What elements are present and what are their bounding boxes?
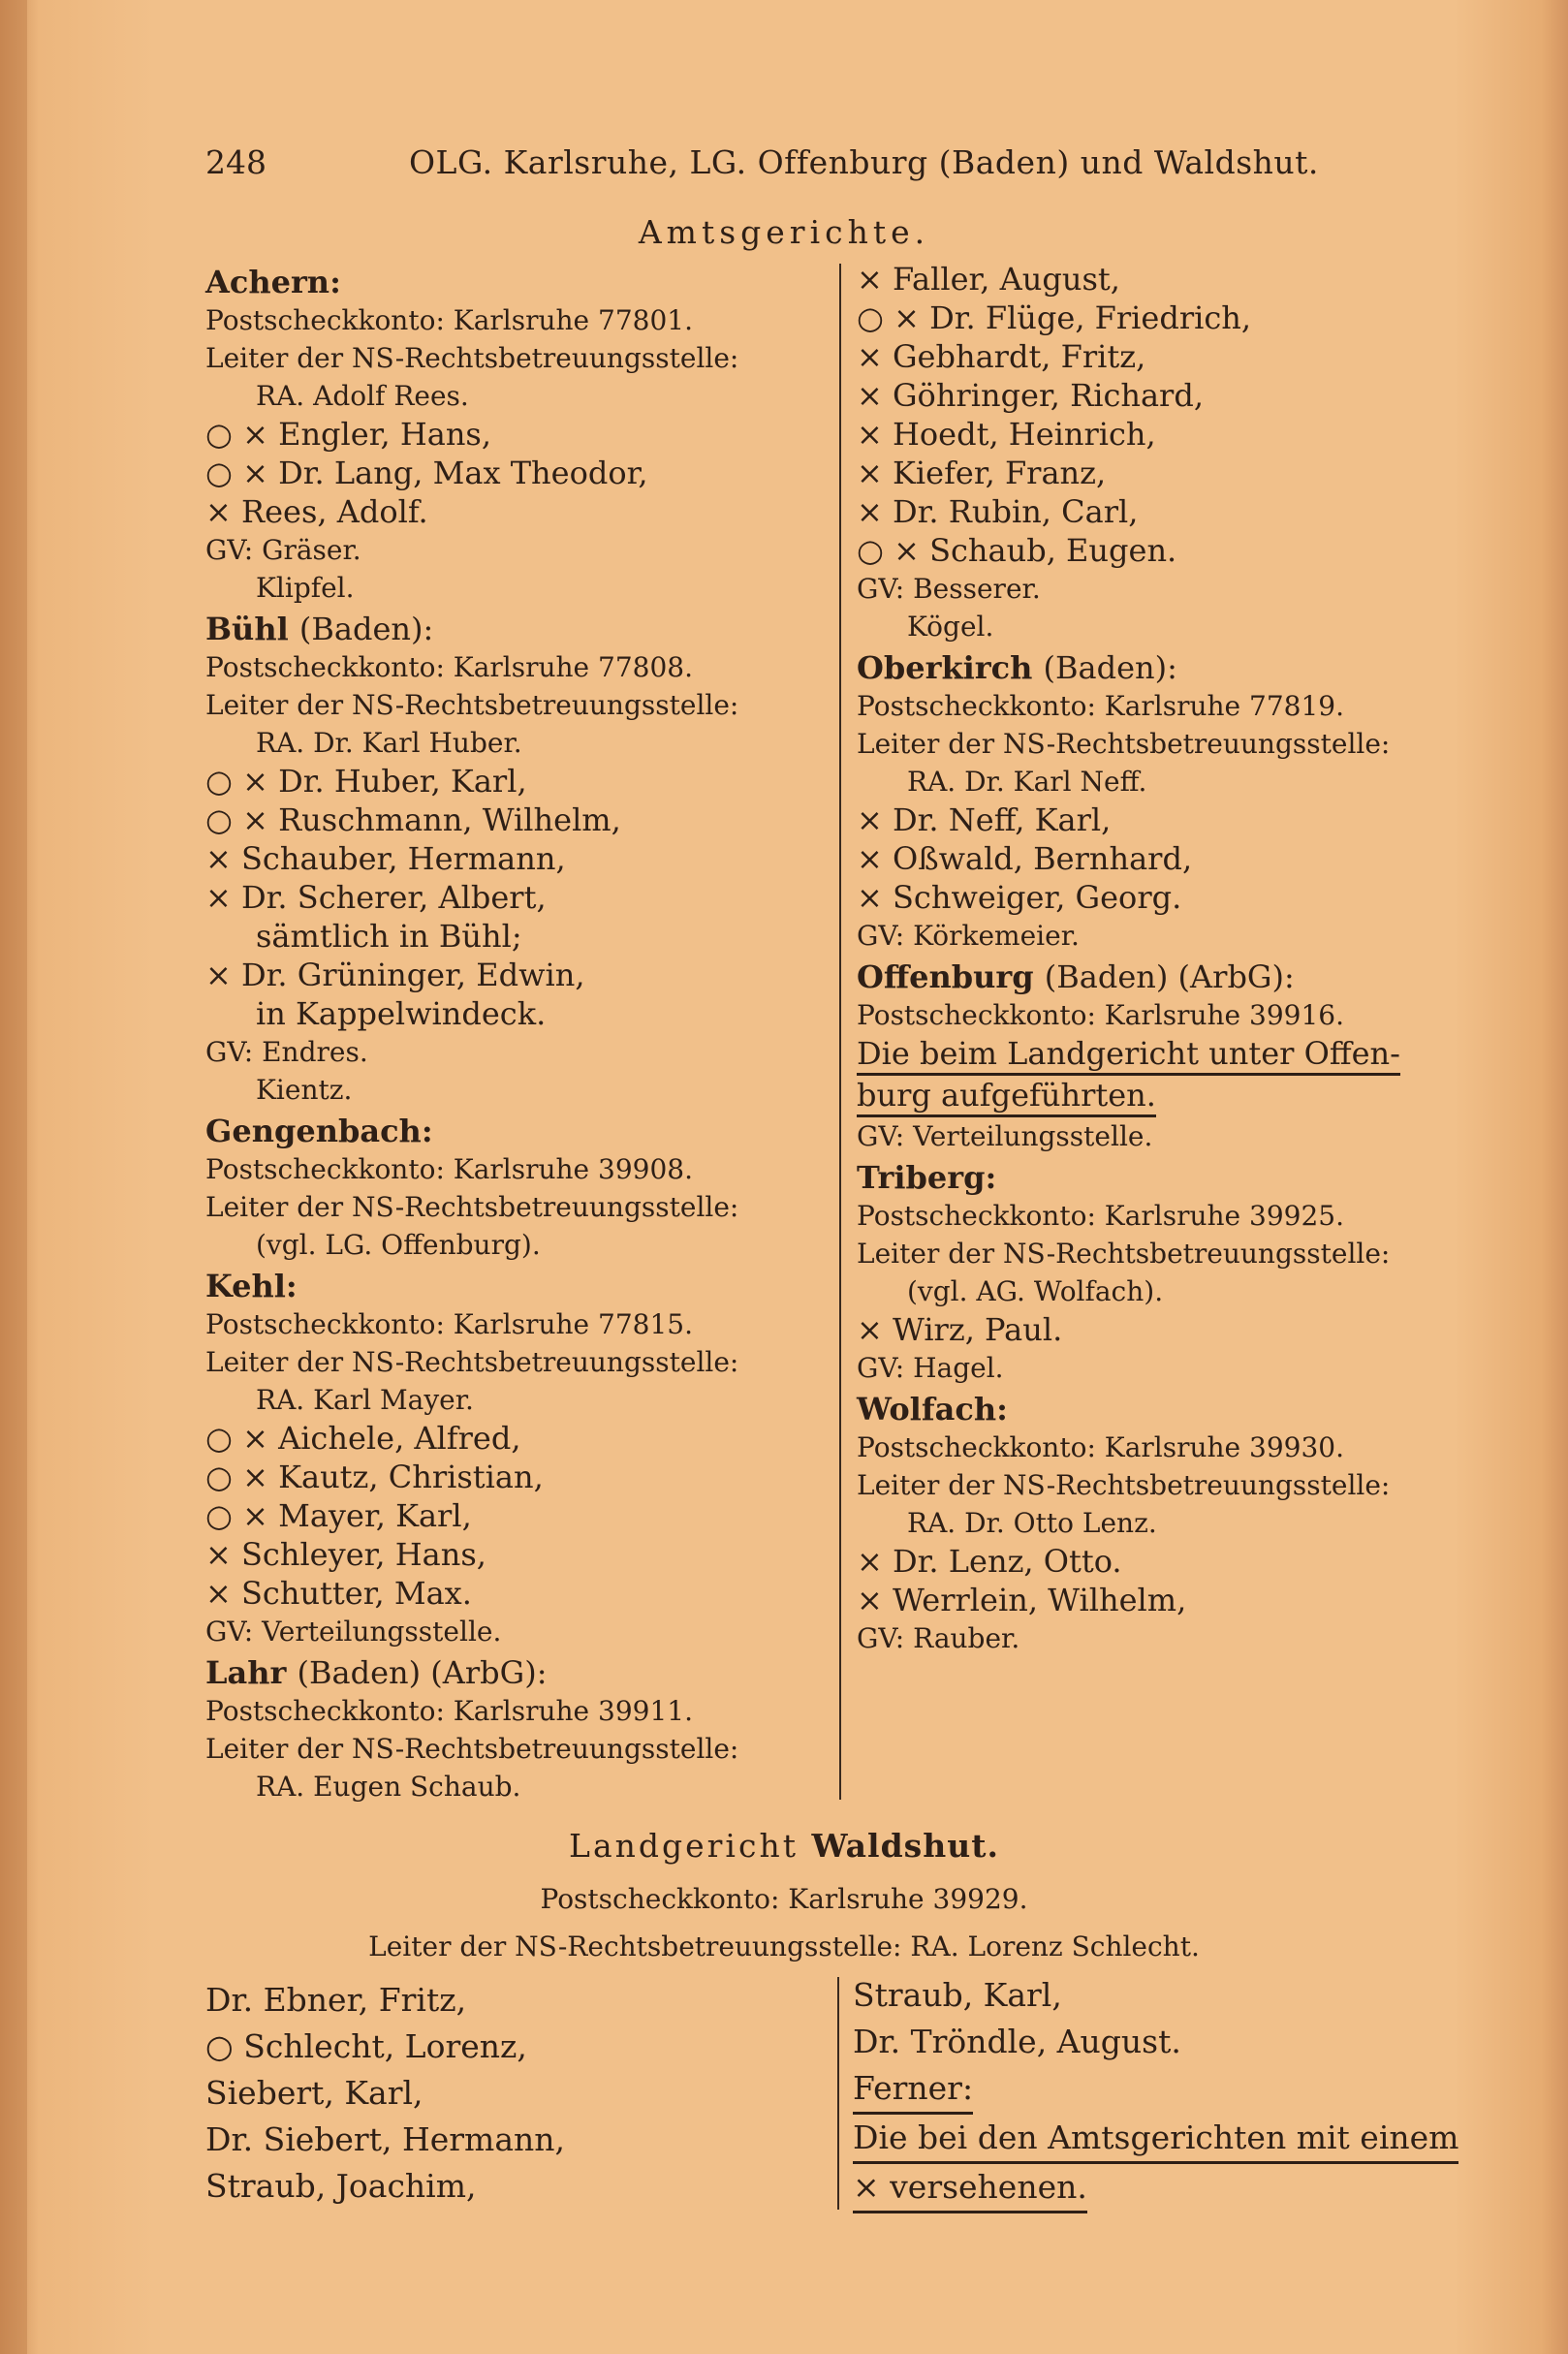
landgericht-prefix: Landgericht xyxy=(569,1827,799,1865)
postscheck-line: Postscheckkonto: Karlsruhe 39930. xyxy=(857,1431,1345,1463)
leiter-name: RA. Karl Mayer. xyxy=(256,1384,474,1416)
member-entry: ○ × Mayer, Karl, xyxy=(205,1497,472,1534)
ferner-label: Ferner: xyxy=(853,2065,973,2115)
member-entry: ○ × Engler, Hans, xyxy=(205,416,492,453)
gv-extra: Kientz. xyxy=(256,1074,353,1106)
member-entry: × Oßwald, Bernhard, xyxy=(857,840,1193,877)
column-divider xyxy=(837,1977,839,2210)
leiter-name: RA. Adolf Rees. xyxy=(256,380,469,412)
leiter-name: RA. Dr. Karl Neff. xyxy=(907,766,1147,798)
landgericht-name: Waldshut. xyxy=(811,1827,999,1865)
court-name-suffix: (Baden): xyxy=(1043,649,1177,686)
right-column xyxy=(857,260,1496,1657)
gv-line: GV: Körkemeier. xyxy=(857,920,1080,952)
leiter-line: Leiter der NS-Rechtsbetreuungsstelle: xyxy=(205,1191,739,1223)
member-entry: × Dr. Grüninger, Edwin, xyxy=(205,957,585,993)
member-entry: × Schauber, Hermann, xyxy=(205,840,566,877)
court-name: Triberg: xyxy=(857,1159,997,1196)
gv-line: GV: Gräser. xyxy=(205,534,361,566)
leiter-line: Leiter der NS-Rechtsbetreuungsstelle: xyxy=(205,1346,739,1378)
member-entry: ○ × Dr. Flüge, Friedrich, xyxy=(857,299,1252,336)
column-divider xyxy=(839,264,841,1800)
postscheck-line: Postscheckkonto: Karlsruhe 39908. xyxy=(205,1153,694,1185)
landgericht-right-list xyxy=(853,1972,1492,2213)
postscheck-line: Postscheckkonto: Karlsruhe 77819. xyxy=(857,690,1345,722)
page-edge-shadow xyxy=(0,0,27,2354)
member-entry: × Gebhardt, Fritz, xyxy=(857,338,1146,375)
postscheck-line: Postscheckkonto: Karlsruhe 39929. xyxy=(540,1883,1028,1915)
court-lahr-continued xyxy=(857,260,1496,645)
handwritten-note: burg aufgeführten. xyxy=(857,1076,1156,1117)
leiter-line: Leiter der NS-Rechtsbetreuungsstelle: xyxy=(205,342,739,374)
member-note: sämtlich in Bühl; xyxy=(256,918,522,955)
handwritten-note: Die bei den Amtsgerichten mit einem xyxy=(853,2115,1458,2164)
member-entry: ○ × Dr. Huber, Karl, xyxy=(205,763,527,800)
postscheck-line: Postscheckkonto: Karlsruhe 77815. xyxy=(205,1308,694,1340)
member-entry: × Dr. Neff, Karl, xyxy=(857,801,1112,838)
gv-line: GV: Verteilungsstelle. xyxy=(857,1120,1153,1152)
member-entry: × Kiefer, Franz, xyxy=(857,455,1107,491)
court-achern xyxy=(205,264,835,607)
member-entry: × Faller, August, xyxy=(857,261,1120,298)
member-entry: Straub, Joachim, xyxy=(205,2167,477,2205)
running-title: OLG. Karlsruhe, LG. Offenburg (Baden) und Waldshut. xyxy=(409,143,1319,181)
court-offenburg xyxy=(857,958,1496,1155)
court-gengenbach xyxy=(205,1113,835,1264)
court-name: Achern: xyxy=(205,264,341,300)
court-name: Offenburg xyxy=(857,958,1034,995)
court-kehl xyxy=(205,1268,835,1650)
court-name: Gengenbach: xyxy=(205,1113,433,1149)
member-entry: ○ × Schaub, Eugen. xyxy=(857,532,1177,569)
page-number: 248 xyxy=(205,143,267,181)
leiter-name: RA. Eugen Schaub. xyxy=(256,1771,521,1803)
leiter-line: Leiter der NS-Rechtsbetreuungsstelle: xyxy=(857,1238,1391,1270)
court-name-suffix: (Baden) (ArbG): xyxy=(1044,958,1295,995)
member-entry: × Schleyer, Hans, xyxy=(205,1536,486,1573)
member-entry: × Hoedt, Heinrich, xyxy=(857,416,1156,453)
court-triberg xyxy=(857,1159,1496,1387)
court-lahr xyxy=(205,1654,835,1805)
gv-line: GV: Verteilungsstelle. xyxy=(205,1616,502,1648)
gv-extra: Klipfel. xyxy=(256,572,355,604)
member-entry: Dr. Tröndle, August. xyxy=(853,2023,1181,2060)
member-entry: Straub, Karl, xyxy=(853,1976,1062,2014)
court-name: Bühl xyxy=(205,611,289,647)
member-entry: ○ × Ruschmann, Wilhelm, xyxy=(205,801,621,838)
leiter-name: (vgl. AG. Wolfach). xyxy=(907,1275,1164,1307)
member-entry: ○ × Kautz, Christian, xyxy=(205,1459,544,1495)
member-entry: ○ Schlecht, Lorenz, xyxy=(205,2027,527,2065)
court-buehl xyxy=(205,611,835,1109)
court-wolfach xyxy=(857,1391,1496,1657)
member-entry: × Schweiger, Georg. xyxy=(857,879,1182,916)
leiter-line: Leiter der NS-Rechtsbetreuungsstelle: RA. Lorenz Schlecht. xyxy=(368,1930,1200,1962)
court-name: Kehl: xyxy=(205,1268,298,1304)
member-entry: Dr. Ebner, Fritz, xyxy=(205,1981,467,2019)
leiter-name: RA. Dr. Karl Huber. xyxy=(256,727,522,759)
member-entry: × Werrlein, Wilhelm, xyxy=(857,1582,1187,1618)
member-entry: Dr. Siebert, Hermann, xyxy=(205,2120,565,2158)
leiter-name: (vgl. LG. Offenburg). xyxy=(256,1229,541,1261)
gv-line: GV: Hagel. xyxy=(857,1352,1004,1384)
member-entry: Siebert, Karl, xyxy=(205,2074,423,2112)
left-column xyxy=(205,260,835,1805)
section-title: Amtsgerichte. xyxy=(638,213,930,251)
postscheck-line: Postscheckkonto: Karlsruhe 77801. xyxy=(205,304,694,336)
handwritten-note: Die beim Landgericht unter Offen- xyxy=(857,1034,1400,1076)
gv-line: GV: Rauber. xyxy=(857,1622,1020,1654)
leiter-name: RA. Dr. Otto Lenz. xyxy=(907,1507,1157,1539)
postscheck-line: Postscheckkonto: Karlsruhe 39911. xyxy=(205,1695,694,1727)
court-name-suffix: (Baden) (ArbG): xyxy=(297,1654,548,1691)
member-entry: × Wirz, Paul. xyxy=(857,1311,1063,1348)
landgericht-title xyxy=(0,1827,1568,1865)
member-entry: × Dr. Scherer, Albert, xyxy=(205,879,547,916)
gv-extra: Kögel. xyxy=(907,611,994,643)
member-entry: ○ × Dr. Lang, Max Theodor, xyxy=(205,455,648,491)
court-name: Wolfach: xyxy=(857,1391,1008,1428)
court-name-suffix: (Baden): xyxy=(298,611,434,647)
member-entry: × Dr. Rubin, Carl, xyxy=(857,493,1139,530)
landgericht-left-list xyxy=(205,1977,565,2210)
leiter-line: Leiter der NS-Rechtsbetreuungsstelle: xyxy=(857,1469,1391,1501)
member-entry: × Göhringer, Richard, xyxy=(857,377,1204,414)
leiter-line: Leiter der NS-Rechtsbetreuungsstelle: xyxy=(205,689,739,721)
member-entry: × Rees, Adolf. xyxy=(205,493,428,530)
court-oberkirch xyxy=(857,649,1496,955)
court-name: Oberkirch xyxy=(857,649,1033,686)
postscheck-line: Postscheckkonto: Karlsruhe 77808. xyxy=(205,651,694,683)
gv-line: GV: Endres. xyxy=(205,1036,368,1068)
leiter-line: Leiter der NS-Rechtsbetreuungsstelle: xyxy=(857,728,1391,760)
leiter-line: Leiter der NS-Rechtsbetreuungsstelle: xyxy=(205,1733,739,1765)
member-entry: × Schutter, Max. xyxy=(205,1575,472,1612)
court-name: Lahr xyxy=(205,1654,287,1691)
handwritten-note: × versehenen. xyxy=(853,2164,1087,2213)
gv-line: GV: Besserer. xyxy=(857,573,1041,605)
member-entry: × Dr. Lenz, Otto. xyxy=(857,1543,1122,1580)
postscheck-line: Postscheckkonto: Karlsruhe 39925. xyxy=(857,1200,1345,1232)
member-entry: ○ × Aichele, Alfred, xyxy=(205,1420,521,1457)
postscheck-line: Postscheckkonto: Karlsruhe 39916. xyxy=(857,999,1345,1031)
member-note: in Kappelwindeck. xyxy=(256,995,547,1032)
